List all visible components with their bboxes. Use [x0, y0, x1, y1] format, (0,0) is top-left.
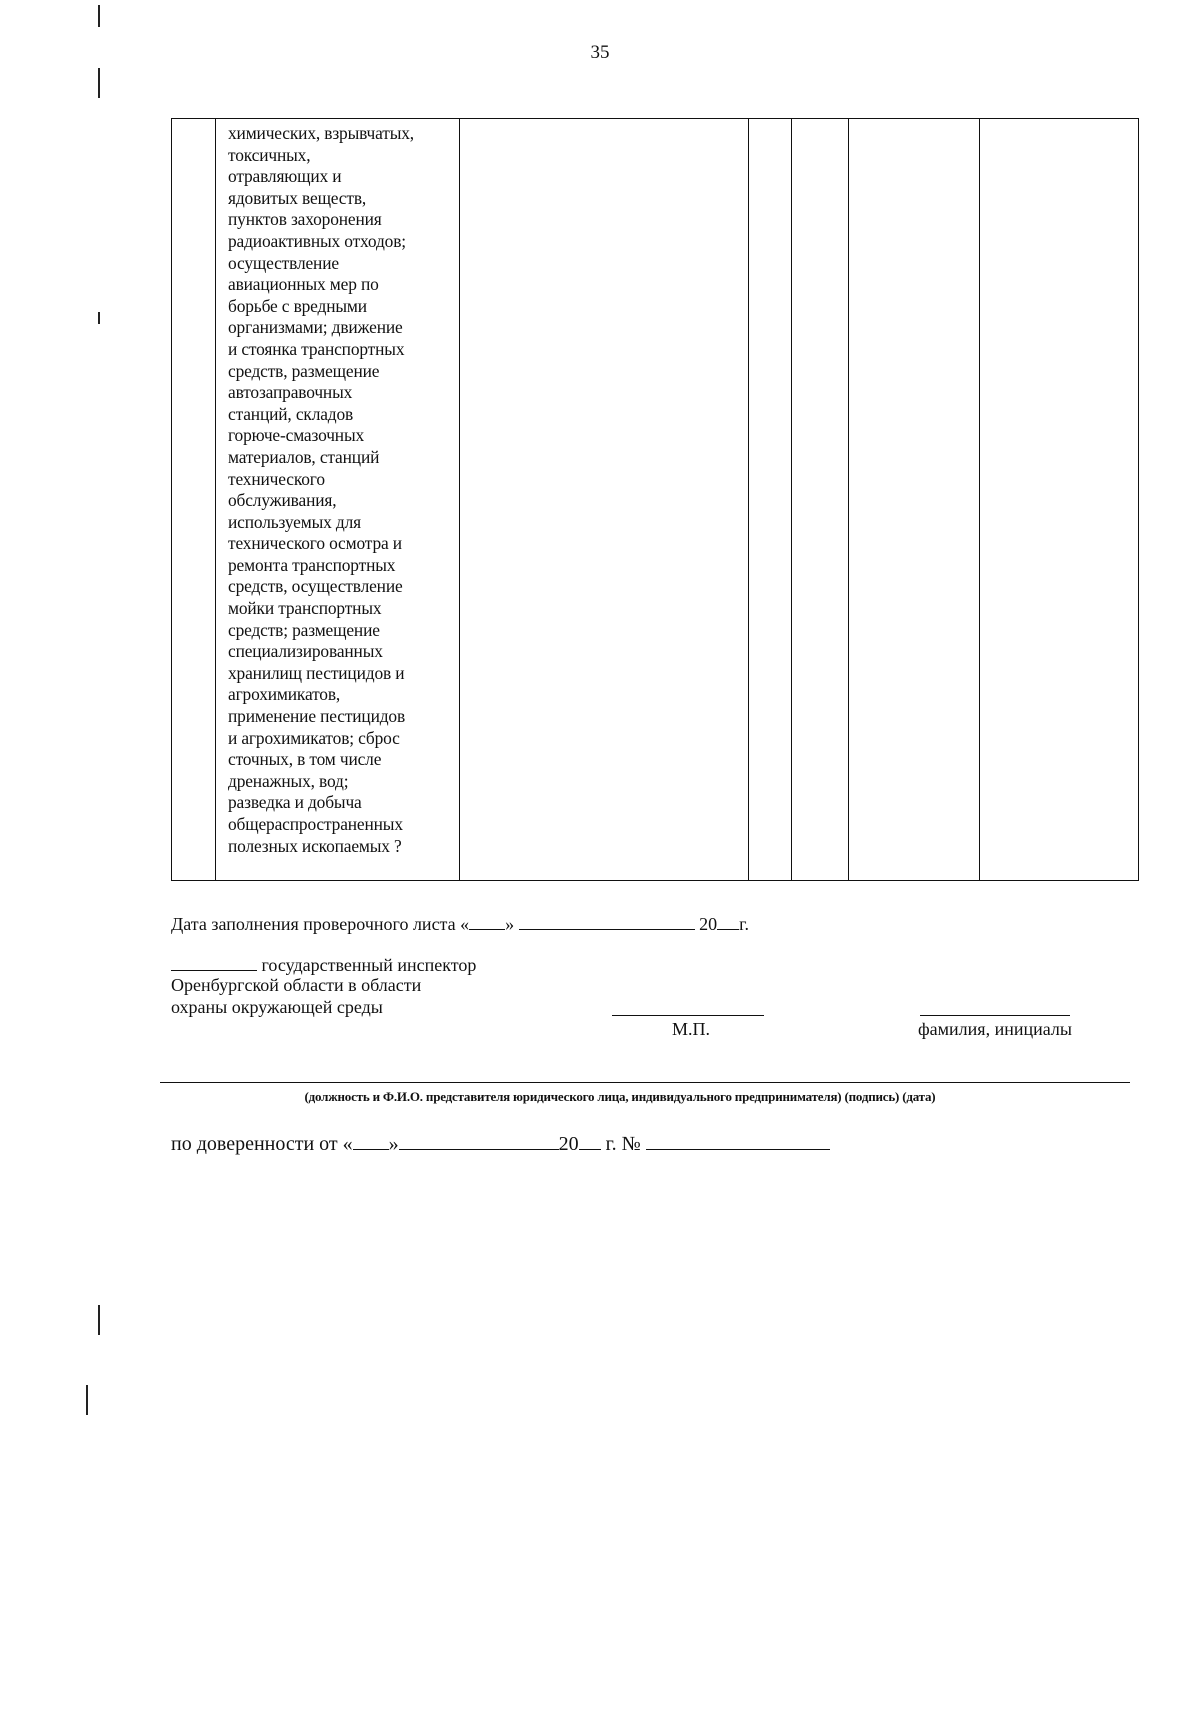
table-cell-question [216, 119, 460, 881]
table-cell-note [980, 119, 1139, 881]
table-cell-number [172, 119, 216, 881]
poa-quote-close: » [388, 1133, 399, 1155]
representative-caption: (должность и Ф.И.О. представителя юридического лица, индивидуального предпринимателя) (подпись) (дата) [304, 1089, 936, 1104]
power-of-attorney-label: по доверенности от « [171, 1133, 353, 1155]
stamp-label: М.П. [672, 1019, 711, 1039]
checklist-table [171, 118, 1139, 881]
scan-edge-mark [98, 68, 100, 98]
table-row [172, 119, 1139, 881]
poa-month-field[interactable] [399, 1132, 559, 1150]
fill-date-day-field[interactable] [469, 912, 505, 930]
fill-date-month-field[interactable] [519, 912, 695, 930]
table-cell-not-applicable [849, 119, 980, 881]
inspector-title: государственный инспектор [261, 955, 477, 975]
inspector-position-field[interactable] [171, 953, 257, 971]
fill-date-year-field[interactable] [717, 912, 739, 930]
power-of-attorney-line [171, 1132, 830, 1156]
table-cell-yes [749, 119, 792, 881]
poa-day-field[interactable] [353, 1132, 389, 1150]
fill-date-line [171, 912, 749, 935]
fill-date-label: Дата заполнения проверочного листа « [171, 914, 470, 934]
scan-edge-mark [98, 312, 100, 324]
inspector-line2: Оренбургской области в области [171, 975, 422, 995]
poa-year-field[interactable] [579, 1132, 601, 1150]
poa-number-label: г. № [605, 1133, 641, 1155]
inspector-line1 [171, 953, 476, 976]
name-label: фамилия, инициалы [918, 1019, 1072, 1039]
table-cell-no [792, 119, 849, 881]
inspector-line3: охраны окружающей среды [171, 997, 383, 1017]
scan-edge-mark [86, 1385, 88, 1415]
stamp-signature-line[interactable] [612, 1015, 764, 1016]
name-signature-line[interactable] [920, 1015, 1070, 1016]
fill-date-year-suffix: г. [739, 914, 749, 934]
fill-date-quote-close: » [505, 914, 515, 934]
scan-edge-mark [98, 5, 100, 27]
representative-line[interactable] [160, 1082, 1130, 1083]
poa-year-prefix: 20 [558, 1133, 579, 1155]
fill-date-year-prefix: 20 [699, 914, 718, 934]
question-text: химических, взрывчатых, токсичных, отравляющих и ядовитых веществ, пунктов захоронения радиоактивных отходов; осуществление авиационных мер по борьбе с вредными организмами; движение и стоянка транспортных средств, размещение автозаправочных станций, складов горюче-смазочных материалов, станций технического обслуживания, используемых для технического осмотра и ремонта транспортных средств, осуществление мойки транспортных средств; размещение специализированных хранилищ пестицидов и агрохимикатов, применение пестицидов и агрохимикатов; сброс сточных, в том числе дренажных, вод; разведка и добыча общераспространенных полезных ископаемых ? [228, 123, 414, 856]
poa-number-field[interactable] [646, 1132, 830, 1150]
scan-edge-mark [98, 1305, 100, 1335]
page-number: 35 [590, 42, 610, 63]
table-cell-requisites [460, 119, 749, 881]
